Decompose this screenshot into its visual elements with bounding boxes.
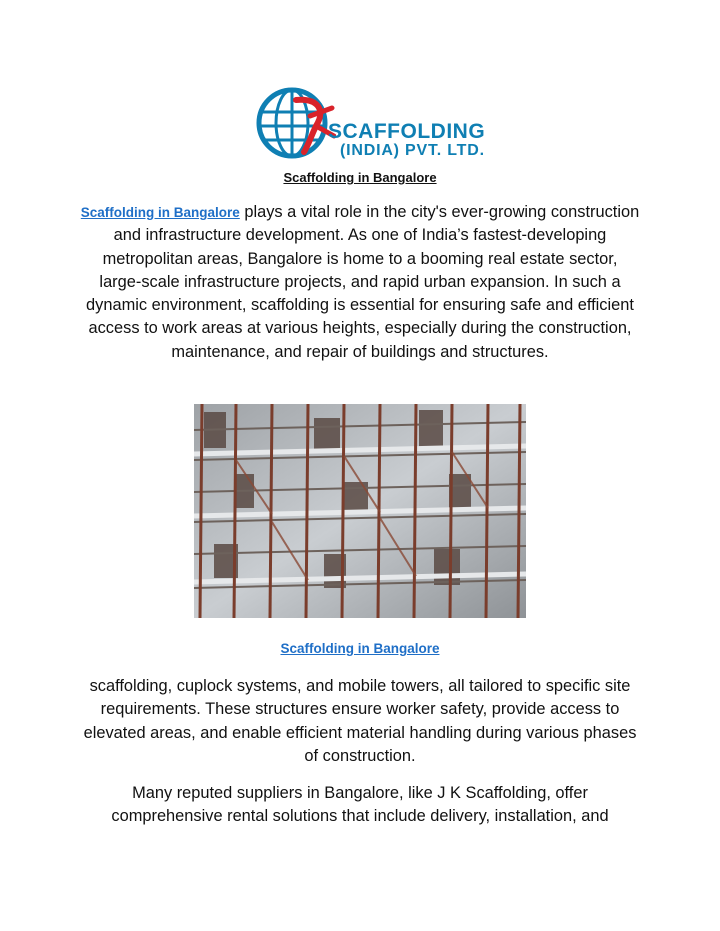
image-caption-link[interactable]: Scaffolding in Bangalore xyxy=(280,641,440,656)
intro-text: plays a vital role in the city's ever-growing construction and infrastructure development. As one of India’s fastest-developing metropolitan areas, Bangalore is home to a booming real estate sector, large-scale infrastructure projects, and rapid urban expansion. In such a dynamic environment, scaffolding is essential for ensuring safe and efficient access to work areas at various heights, especially during the construction, maintenance, and repair of buildings and structures. xyxy=(86,203,640,361)
globe-logo-icon xyxy=(256,86,336,160)
scaffolding-photo xyxy=(194,404,526,618)
company-logo xyxy=(256,86,486,160)
scaffolding-bangalore-link[interactable]: Scaffolding in Bangalore xyxy=(80,205,240,220)
paragraph-suppliers: Many reputed suppliers in Bangalore, like J K Scaffolding, offer comprehensive rental solutions that include delivery, installation, and xyxy=(111,784,609,826)
page-title: Scaffolding in Bangalore xyxy=(283,170,437,185)
logo-line-2: (INDIA) PVT. LTD. xyxy=(340,142,485,159)
paragraph-scaffolding-types: scaffolding, cuplock systems, and mobile towers, all tailored to specific site requirements. These structures ensure worker safety, provide access to elevated areas, and enable efficient material handling during various phases of construction. xyxy=(83,677,637,765)
logo-line-1: SCAFFOLDING xyxy=(328,120,486,143)
intro-paragraph xyxy=(80,201,640,364)
